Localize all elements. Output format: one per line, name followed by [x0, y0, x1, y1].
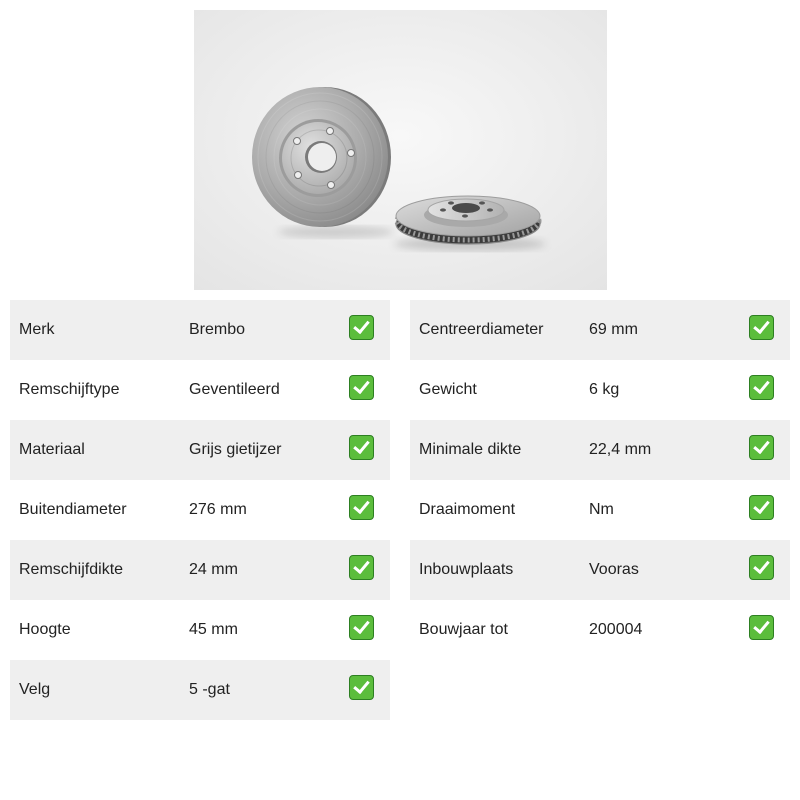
spec-value: 6 kg	[589, 381, 620, 398]
check-mark-icon	[349, 555, 374, 580]
brake-disc-side	[394, 196, 546, 251]
spec-label: Hoogte	[19, 621, 71, 638]
spec-label: Remschijftype	[19, 381, 120, 398]
spec-table-left	[10, 300, 390, 720]
spec-row-remschijftype	[10, 360, 390, 420]
check-mark-icon	[749, 555, 774, 580]
spec-label: Inbouwplaats	[419, 561, 514, 578]
check-mark-icon	[749, 495, 774, 520]
spec-row-bouwjaar-tot	[410, 600, 790, 660]
spec-row-buitendiameter	[10, 480, 390, 540]
check-mark-icon	[349, 435, 374, 460]
check-mark-icon	[349, 615, 374, 640]
spec-table-right	[410, 300, 790, 660]
spec-label: Buitendiameter	[19, 501, 127, 518]
check-mark-icon	[349, 495, 374, 520]
spec-label: Materiaal	[19, 441, 85, 458]
check-mark-icon	[349, 675, 374, 700]
check-mark-icon	[749, 435, 774, 460]
spec-value: 45 mm	[189, 621, 238, 638]
spec-value: Grijs gietijzer	[189, 441, 282, 458]
spec-value: Nm	[589, 501, 614, 518]
product-photo	[194, 10, 607, 290]
spec-value: Vooras	[589, 561, 639, 578]
check-mark-icon	[749, 315, 774, 340]
check-mark-icon	[749, 615, 774, 640]
spec-value: Geventileerd	[189, 381, 280, 398]
spec-value: 5 -gat	[189, 681, 230, 698]
spec-row-gewicht	[410, 360, 790, 420]
spec-row-velg	[10, 660, 390, 720]
check-mark-icon	[349, 375, 374, 400]
spec-value: 276 mm	[189, 501, 247, 518]
spec-row-draaimoment	[410, 480, 790, 540]
spec-label: Minimale dikte	[419, 441, 522, 458]
check-mark-icon	[749, 375, 774, 400]
spec-row-remschijfdikte	[10, 540, 390, 600]
spec-value: 22,4 mm	[589, 441, 652, 458]
spec-value: 200004	[589, 621, 643, 638]
spec-label: Centreerdiameter	[419, 321, 544, 338]
spec-value: Brembo	[189, 321, 246, 338]
spec-label: Gewicht	[419, 381, 477, 398]
spec-value: 24 mm	[189, 561, 238, 578]
spec-label: Remschijfdikte	[19, 561, 124, 578]
spec-value: 69 mm	[589, 321, 638, 338]
spec-row-centreerdiameter	[410, 300, 790, 360]
spec-row-materiaal	[10, 420, 390, 480]
spec-label: Merk	[19, 321, 55, 338]
spec-label: Velg	[19, 681, 51, 698]
spec-row-inbouwplaats	[410, 540, 790, 600]
check-mark-icon	[349, 315, 374, 340]
spec-label: Draaimoment	[419, 501, 516, 518]
spec-row-minimale-dikte	[410, 420, 790, 480]
spec-row-hoogte	[10, 600, 390, 660]
spec-row-merk	[10, 300, 390, 360]
spec-label: Bouwjaar tot	[419, 621, 508, 638]
